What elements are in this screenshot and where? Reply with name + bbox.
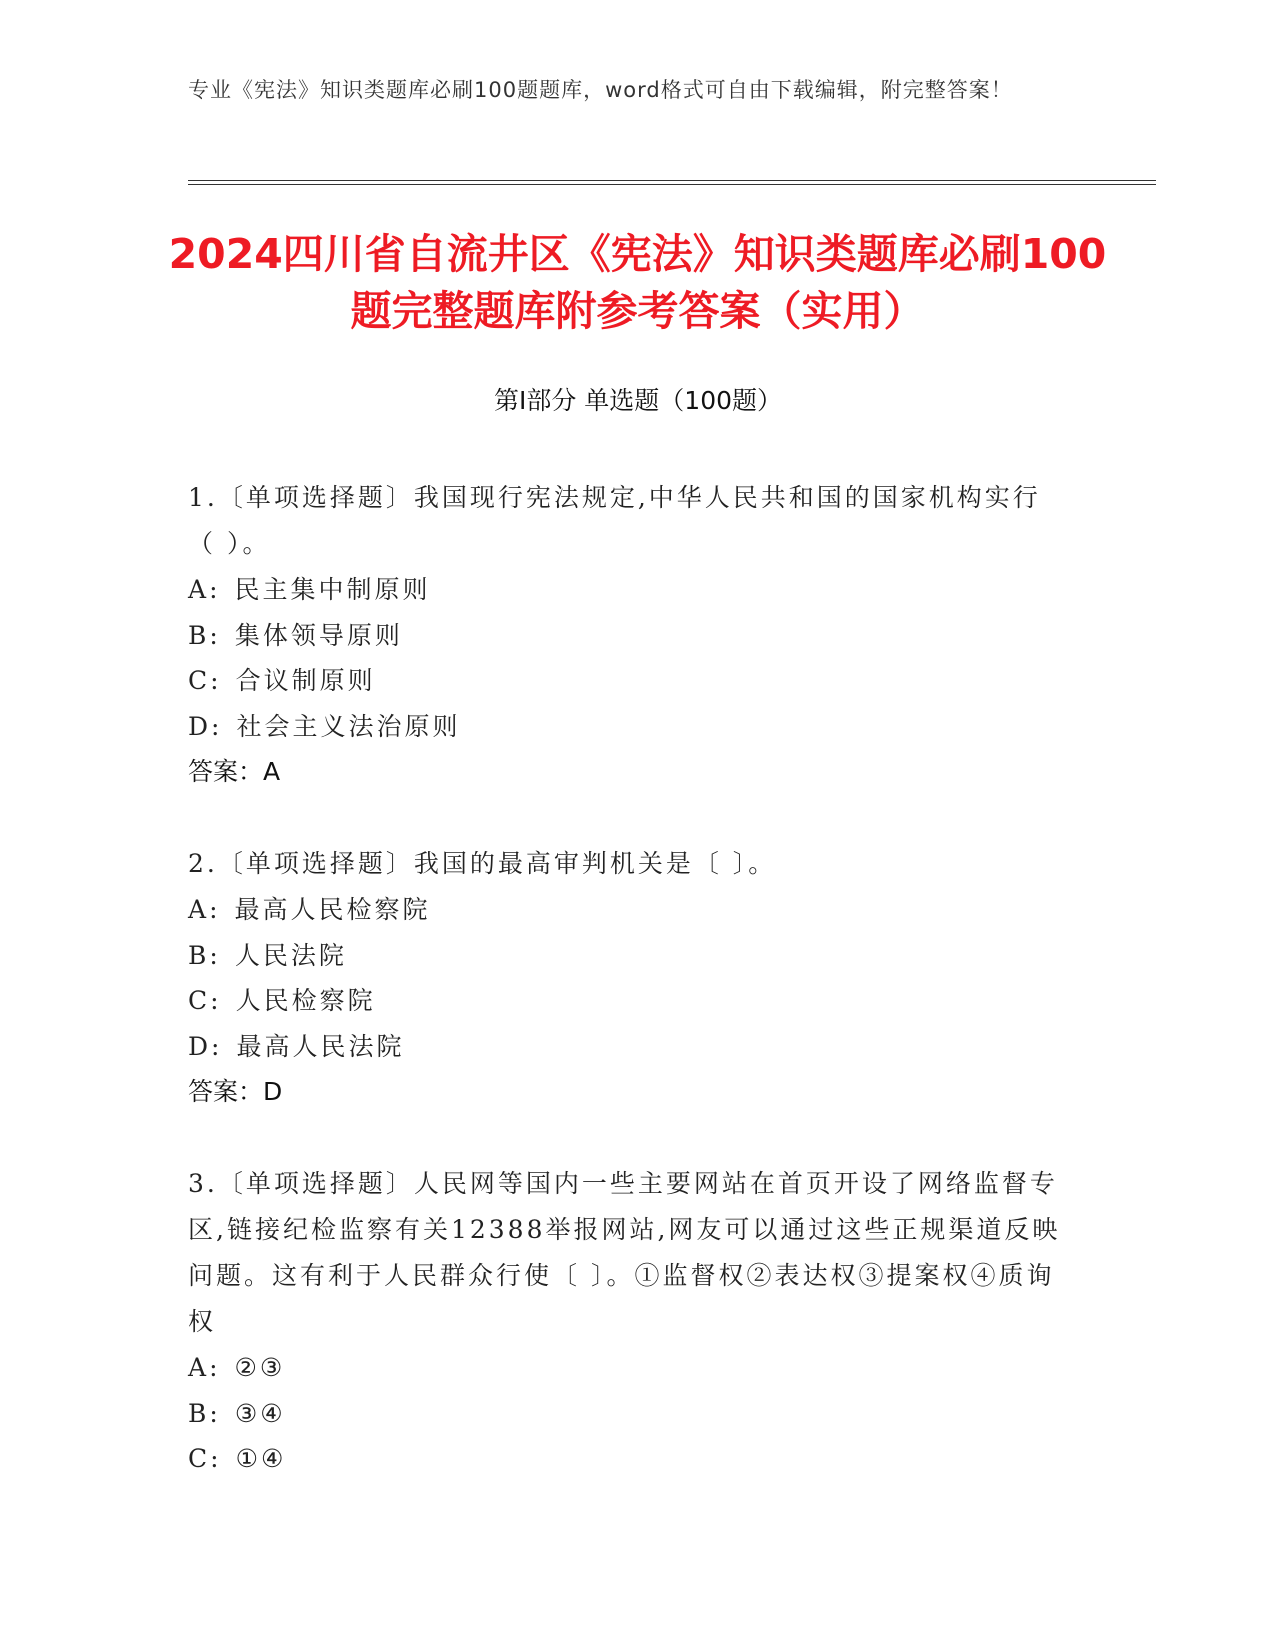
option-c: C: 人民检察院 (188, 978, 1068, 1024)
option-a: A: 民主集中制原则 (188, 567, 1068, 613)
option-key: A (188, 895, 210, 924)
header-rule-bottom (188, 184, 1156, 185)
option-text: 人民检察院 (235, 986, 376, 1015)
option-text: 人民法院 (234, 940, 347, 970)
option-d: D: 最高人民法院 (188, 1024, 1068, 1070)
option-b: B: ③④ (188, 1391, 1068, 1437)
question-stem: 2.〔单项选择题〕我国的最高审判机关是〔 〕。 (188, 849, 777, 878)
section-title: 第I部分 单选题（100题） (493, 386, 783, 415)
question-list (188, 475, 1068, 1528)
option-c: C: 合议制原则 (188, 658, 1068, 704)
header-rule-top (188, 180, 1156, 181)
option-b: B: 人民法院 (188, 933, 1068, 979)
option-text: 集体领导原则 (234, 620, 403, 650)
option-c: C: ①④ (188, 1436, 1068, 1482)
option-key: B (188, 1398, 210, 1428)
option-text: ③④ (234, 1398, 286, 1428)
question-stem: 3.〔单项选择题〕人民网等国内一些主要网站在首页开设了网络监督专区,链接纪检监察有关12388举报网站,网友可以通过这些正规渠道反映问题。这有利于人民群众行使〔 〕。①监督权②表达权③提案权④质询权 (188, 1169, 1061, 1336)
option-key: A (188, 1353, 210, 1382)
question-stem: 1.〔单项选择题〕我国现行宪法规定,中华人民共和国的国家机构实行（ ）。 (188, 483, 1041, 558)
document-title: 2024四川省自流井区《宪法》知识类题库必刷100题完整题库附参考答案（实用） (168, 230, 1107, 335)
question-2 (188, 841, 1068, 1115)
option-a: A: ②③ (188, 1345, 1068, 1391)
option-key: C (188, 986, 211, 1015)
option-key: C (188, 1444, 211, 1473)
option-key: D (188, 1031, 212, 1061)
option-b: B: 集体领导原则 (188, 613, 1068, 659)
option-d: D: 社会主义法治原则 (188, 704, 1068, 750)
option-text: 合议制原则 (235, 666, 376, 695)
option-text: ②③ (234, 1353, 286, 1382)
option-key: B (188, 620, 210, 650)
answer-line: 答案：D (188, 1077, 283, 1106)
question-1 (188, 475, 1068, 795)
option-text: 社会主义法治原则 (236, 711, 461, 741)
header-note: 专业《宪法》知识类题库必刷100题题库，word格式可自由下载编辑，附完整答案！ (188, 78, 1013, 102)
answer-line: 答案：A (188, 757, 281, 786)
option-text: 民主集中制原则 (234, 575, 431, 604)
option-a: A: 最高人民检察院 (188, 887, 1068, 933)
option-key: A (188, 575, 210, 604)
option-text: 最高人民法院 (236, 1031, 405, 1061)
option-text: 最高人民检察院 (234, 895, 431, 924)
question-3 (188, 1161, 1068, 1482)
option-key: B (188, 940, 210, 970)
option-key: C (188, 666, 211, 695)
option-key: D (188, 711, 212, 741)
option-text: ①④ (235, 1444, 287, 1473)
